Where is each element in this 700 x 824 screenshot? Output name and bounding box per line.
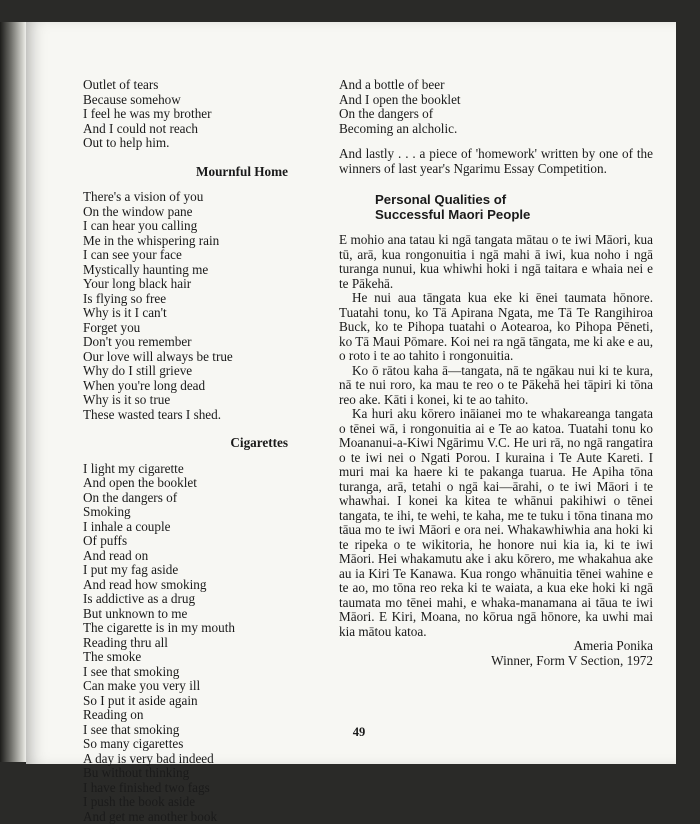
poem-line: Our love will always be true [83, 350, 288, 365]
poem-line: Don't you remember [83, 335, 288, 350]
poem-line: So I put it aside again [83, 694, 288, 709]
poem-line: And a bottle of beer [339, 78, 653, 93]
poem-line: And get me another book [83, 810, 288, 824]
poem-line: Reading thru all [83, 636, 288, 651]
poem-line: There's a vision of you [83, 190, 288, 205]
poem-line: I push the book aside [83, 795, 288, 810]
poem-line: I can see your face [83, 248, 288, 263]
book-binding-shadow [0, 22, 26, 762]
poem-line: These wasted tears I shed. [83, 408, 288, 423]
essay-paragraph: Ko ō rātou kaha ā—tangata, nā te ngākau nui ki te kura, nā te nui roro, ka mau te reo o te Pākehā hei tāpiri ki tōna reo ake. Kāti i konei, ki te ao tahito. [339, 364, 653, 408]
poem-line: Smoking [83, 505, 288, 520]
poem-line: The smoke [83, 650, 288, 665]
essay-title-line: Successful Maori People [375, 207, 653, 222]
poem-line: Because somehow [83, 93, 288, 108]
poem-line: Why is it I can't [83, 306, 288, 321]
poem-line: Is flying so free [83, 292, 288, 307]
poem-line: Bu without thinking [83, 766, 288, 781]
poem-line: Out to help him. [83, 136, 288, 151]
intro-note: And lastly . . . a piece of 'homework' written by one of the winners of last year's Ngarimu Essay Competition. [339, 147, 653, 176]
poem-line: And read how smoking [83, 578, 288, 593]
essay-author-note: Winner, Form V Section, 1972 [339, 654, 653, 669]
essay-paragraph: He nui aua tāngata kua eke ki ēnei taumata hōnore. Tuatahi tonu, ko Tā Apirana Ngata, me Tā Te Rangihiroa Buck, ko te Pihopa tuatahi o Aotearoa, ko Pihopa Pēneti, ko Tā Maui Pōmare. Koi nei ra ngā tāngata, me ki ake e au, o roto i te ao tahito i rongonuitia. [339, 291, 653, 364]
poem-line: Mystically haunting me [83, 263, 288, 278]
poem-cigarettes [83, 462, 288, 824]
essay-paragraph: Ka huri aku kōrero ināianei mo te whakareanga tangata o tēnei wā, i rongonuitia ai e Te ao katoa. Tuatahi tonu ko Moananui-a-Kiwi Ngārimu V.C. He uri rā, no ngā rangatira o te iwi nei o Ngati Porou. I kuraina i Te Aute Kareti. I muri mai ka haere ki te pakanga tuarua. He Apiha tōna turanga, arā, tetahi o ngā kai—ārahi, o te iwi Māori i te whawhai. I konei ka kitea te whānui pakihiwi o tēnei tangata, te ihi, te wehi, te kaha, me te tuku i tōna tinana mo tāua mo te iwi Māori e ora nei. Whakawhiwhia ana hoki ki te ripeka o te wikitoria, he honore nui kia ia, ki te iwi Māori. Hei whakamutu ake i aku kōrero, me whakahua ake au ia Kiri Te Kanawa. Kua rongo whānuitia tēnei wahine e te ao, mo tōna reo reka ki te waiata, a kua eke hoki ki ngā taumata mo tēnei mahi, e whaka-manamana ai tāua te iwi Māori. E Kiri, Moana, no kōrua ngā hōnore, ka uwhi mai kia mātou katoa. [339, 407, 653, 639]
page-number: 49 [344, 725, 374, 740]
poem-mournful-home [83, 190, 288, 422]
poem-line: Reading on [83, 708, 288, 723]
right-column [339, 78, 653, 668]
essay-body [339, 233, 653, 639]
poem-line: Becoming an alcholic. [339, 122, 653, 137]
poem-line: Why is it so true [83, 393, 288, 408]
poem-line: And read on [83, 549, 288, 564]
poem-line: I have finished two fags [83, 781, 288, 796]
poem-line: Forget you [83, 321, 288, 336]
poem-line: I inhale a couple [83, 520, 288, 535]
poem-line: And I open the booklet [339, 93, 653, 108]
poem-line: I see that smoking [83, 665, 288, 680]
poem-line: But unknown to me [83, 607, 288, 622]
poem-title-cigarettes: Cigarettes [83, 436, 288, 451]
essay-paragraph: E mohio ana tatau ki ngā tangata mātau o te iwi Māori, kua tū, arā, kua rongonuitia i ngā mahi ā iwi, kua noho i ngā turanga nunui, kua whiwhi hoki i ngā taitara e whaia nei e te Pākehā. [339, 233, 653, 291]
book-page [26, 22, 676, 764]
poem-continuation [83, 78, 288, 151]
poem-line: I can hear you calling [83, 219, 288, 234]
poem-line: Your long black hair [83, 277, 288, 292]
poem-line: Me in the whispering rain [83, 234, 288, 249]
poem-title-mournful-home: Mournful Home [83, 165, 288, 180]
poem-line: I put my fag aside [83, 563, 288, 578]
poem-line: A day is very bad indeed [83, 752, 288, 767]
essay-author: Ameria Ponika [339, 639, 653, 654]
essay-title [375, 192, 653, 222]
poem-line: Can make you very ill [83, 679, 288, 694]
poem-line: I light my cigarette [83, 462, 288, 477]
poem-line: On the dangers of [339, 107, 653, 122]
poem-line: When you're long dead [83, 379, 288, 394]
poem-line: On the window pane [83, 205, 288, 220]
poem-line: Is addictive as a drug [83, 592, 288, 607]
poem-line: I see that smoking [83, 723, 288, 738]
poem-line: So many cigarettes [83, 737, 288, 752]
poem-end [339, 78, 653, 136]
poem-line: On the dangers of [83, 491, 288, 506]
essay-title-line: Personal Qualities of [375, 192, 653, 207]
poem-line: And I could not reach [83, 122, 288, 137]
poem-line: I feel he was my brother [83, 107, 288, 122]
poem-line: Outlet of tears [83, 78, 288, 93]
poem-line: Of puffs [83, 534, 288, 549]
poem-line: Why do I still grieve [83, 364, 288, 379]
left-column [83, 78, 288, 824]
poem-line: And open the booklet [83, 476, 288, 491]
poem-line: The cigarette is in my mouth [83, 621, 288, 636]
